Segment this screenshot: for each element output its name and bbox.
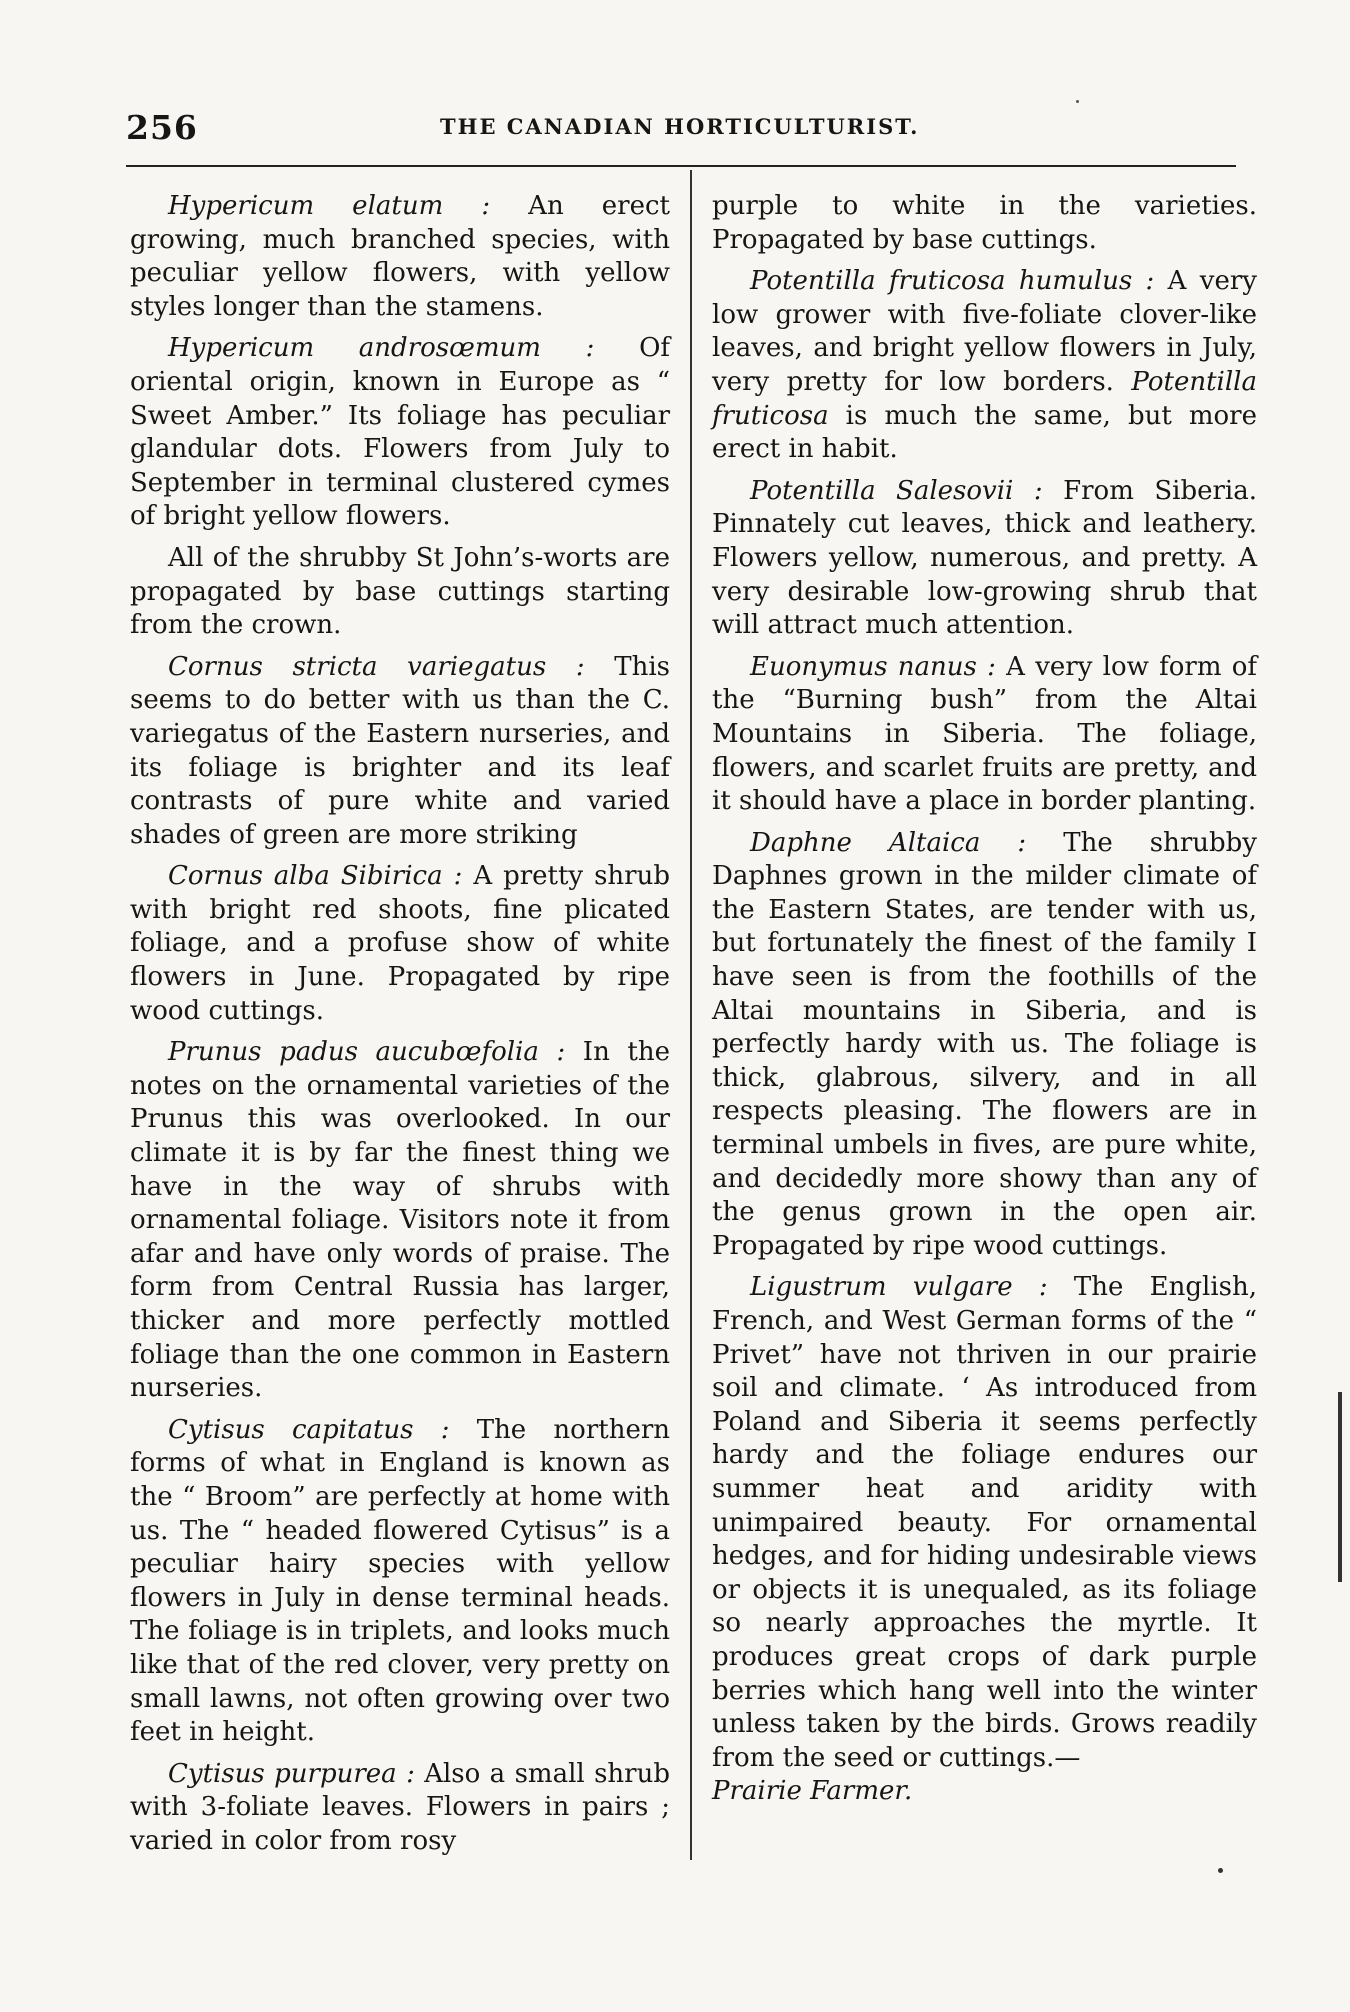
source-signature: Prairie Farmer. <box>712 1776 913 1807</box>
entry-text: The English, French, and West German forms of the “ Privet” have not thriven in our prairie soil and climate. ‘ As introduced from Poland and Siberia it seems perfectly hardy and the foliage endures our summer heat and aridity with unimpaired beauty. For ornamental hedges, and for hiding undesirable views or objects it is unequaled, as its foliage so nearly approaches the myrtle. It produces great crops of dark purple berries which hang well into the winter unless taken by the birds. Grows readily from the seed or cuttings.— <box>712 1272 1258 1773</box>
entry-cytisus-capitatus <box>130 1414 670 1750</box>
entry-term: Cornus alba Sibirica : <box>168 861 463 892</box>
entry-term: Hypericum androsœmum : <box>168 333 595 364</box>
entry-term: Cytisus capitatus : <box>168 1414 450 1445</box>
entry-text: A very low grower with five-foliate clover-like leaves, and bright yellow flowers in July, very pretty for low borders. <box>712 266 1257 397</box>
entry-text-secondary: is much the same, but more erect in habit. <box>712 400 1257 465</box>
entry-st-johns-worts <box>130 542 670 643</box>
header-rule <box>126 165 1236 167</box>
entry-term: Cornus stricta variegatus : <box>168 651 585 682</box>
page-number: 256 <box>126 108 198 147</box>
entry-hypericum-androsaemum <box>130 332 670 534</box>
entry-text: An erect growing, much branched species, with peculiar yellow flowers, with yellow styles longer than the stamens. <box>130 191 671 322</box>
left-column <box>130 190 670 1867</box>
entry-text: Of oriental origin, known in Europe as “ Sweet Amber.” Its foliage has peculiar glandular dots. Flowers from July to September in terminal clustered cymes of bright yellow flowers. <box>130 333 671 532</box>
entry-text: A pretty shrub with bright red shoots, fine plicated foliage, and a profuse show of white flowers in June. Propagated by ripe wood cuttings. <box>130 861 670 1026</box>
entry-term-secondary: Potentilla fruticosa <box>712 366 1257 431</box>
entry-cornus-stricta <box>130 651 670 853</box>
entry-text: Also a small shrub with 3-foliate leaves. Flowers in pairs ; varied in color from rosy <box>130 1758 670 1856</box>
entry-term: Ligustrum vulgare : <box>750 1272 1048 1303</box>
entry-term: Potentilla fruticosa humulus : <box>750 266 1155 297</box>
entry-hypericum-elatum <box>130 190 670 324</box>
entry-term: Hypericum elatum : <box>168 191 491 221</box>
entry-term: Daphne Altaica : <box>750 827 1027 858</box>
column-divider <box>690 170 692 1860</box>
entry-potentilla-humulus <box>712 265 1257 467</box>
entry-term: Euonymus nanus : <box>750 651 996 682</box>
entry-cytisus-purpurea <box>130 1758 670 1859</box>
entry-term: Prunus padus aucubœfolia : <box>168 1037 566 1068</box>
entry-text: This seems to do better with us than the C. variegatus of the Eastern nurseries, and its foliage is brighter and its leaf contrasts of pure white and varied shades of green are more striking <box>130 651 670 850</box>
entry-text: A very low form of the “Burning bush” from the Altai Mountains in Siberia. The foliage, flowers, and scarlet fruits are pretty, and it should have a place in border planting. <box>712 651 1258 817</box>
entry-euonymus-nanus <box>712 651 1257 819</box>
stray-dot <box>1076 100 1079 103</box>
entry-potentilla-salesovii <box>712 475 1257 643</box>
entry-prunus-padus <box>130 1036 670 1406</box>
entry-cornus-alba <box>130 860 670 1028</box>
entry-text: The shrubby Daphnes grown in the milder climate of the Eastern States, are tender with us, but fortunately the finest of the family I have seen is from the foothills of the Altai mountains in Siberia, and is perfectly hardy with us. The foliage is thick, glabrous, silvery, and in all respects pleasing. The flowers are in terminal umbels in fives, are pure white, and decidedly more showy than any of the genus grown in the open air. Propagated by ripe wood cuttings. <box>712 827 1257 1261</box>
stray-dot <box>1218 1868 1223 1873</box>
right-column <box>712 190 1257 1817</box>
entry-text: The northern forms of what in England is known as the “ Broom” are perfectly at home with us. The “ headed flowered Cytisus” is a peculiar hairy species with yellow flowers in July in dense terminal heads. The foliage is in triplets, and looks much like that of the red clover, very pretty on small lawns, not often growing over two feet in height. <box>130 1414 670 1748</box>
entry-term: Cytisus purpurea : <box>168 1758 415 1789</box>
entry-daphne-altaica <box>712 827 1257 1264</box>
entry-ligustrum-vulgare <box>712 1271 1257 1809</box>
entry-text: In the notes on the ornamental varieties of the Prunus this was overlooked. In our climate it is by far the finest thing we have in the way of shrubs with ornamental foliage. Visitors note it from afar and have only words of praise. The form from Central Russia has larger, thicker and more perfectly mottled foliage than the one common in Eastern nurseries. <box>130 1037 670 1404</box>
entry-term: Potentilla Salesovii : <box>750 475 1043 506</box>
entry-text: All of the shrubby St John’s-worts are propagated by base cuttings starting from the crown. <box>130 542 670 641</box>
running-head: THE CANADIAN HORTICULTURIST. <box>440 114 920 139</box>
continued-paragraph: purple to white in the varieties. Propagated by base cuttings. <box>712 191 1257 255</box>
entry-text: From Siberia. Pinnately cut leaves, thick and leathery. Flowers yellow, numerous, and pretty. A very desirable low-growing shrub that will attract much attention. <box>712 475 1257 641</box>
margin-scan-mark <box>1338 1392 1342 1582</box>
